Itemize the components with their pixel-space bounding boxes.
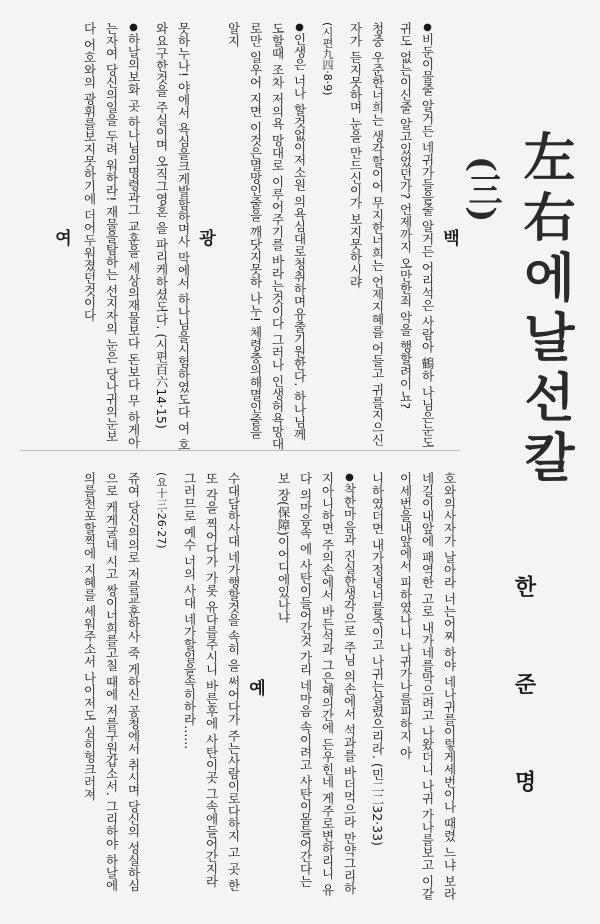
series-number: (三) bbox=[462, 156, 502, 223]
article-body bbox=[20, 22, 460, 902]
paragraph-1: ● 비둔이물줄 알거든 네귀가들을줄 알거든 어리석은 사람아 鶴하 나님은눈도 귀도 없는이신줄 알고있었던가? 언제까지 오만한죄 악을 행할려이뇨? bbox=[394, 22, 438, 452]
section-head-2: 광 bbox=[195, 228, 215, 246]
paragraph-5: ● 하날의보화 곳 하나님의명령과그 교훈을 세상의재물보다 돈보다 무 하게아는자여 당신의일을 두려 워하라! 재물을탐하는 선지자의 눈은 당나귀의눈보다 어호와의 광휘를보지못하기에 더어두워졌던것이다 bbox=[78, 22, 144, 452]
section-head-1: 백 bbox=[439, 228, 459, 246]
reference-2: (요十三·26·27) bbox=[155, 472, 168, 549]
paragraph-9: 수대담하사대 네가행할것을 속히 을 써어다가 주는사람이로다하지 고 곳 한또 각을 찍어다가 가롯 유다를주시니 바른후에 사탄이곳 그속에들어간지라 그러므로 예수 너의 사대 네가할일을속히하라...... bbox=[182, 472, 241, 892]
paragraph-4: 못하누나! 야에서 욕심을크게발함하며사 막에서 하나님을시험하였도다 여 호와요구한것을 주실이며 오직그영혼 을 파리케하셨도다. (시편百六14·15) bbox=[154, 22, 191, 451]
paragraph-6: 호와의사자가 날아라 너는어찌 하야 네나귀를이렇게세번이나 때렸 느냐 보라 네길이내앞에 패역한 고로 내가네를막으려고 나왔더니 나귀 가나를보고 이같이세번을내앞에서 피하였나니 나귀가나를피하지 아 bbox=[398, 472, 457, 900]
paragraph-7: 니하였더면 내가정녕너를죽이고 나귀는살렸으리라. (민二二32·33) bbox=[370, 472, 385, 846]
paragraph-8: ● 착한마음과 진실한생각으로 주님 의손에서 석과를 바더먹으라 만약그리하지아니하면 주의손에서 바든석과 그은혜의간에 든우힌네 게주로변하리니 유다 의마음속 에 사탄이들어간것 가리 네마음 속이려고 사탄이몸들어간다는 보 장(保障)이어디에있나냐 bbox=[272, 472, 360, 902]
section-head-3: 여 bbox=[51, 228, 71, 246]
paragraph-3: ● 인생은 너나 할것없이저소원 의욕심대로청취하며유출기원한다. 하나님께도할때 조차 저의욕 망대로 이루어주기를 바라는것이다 그러나 인생허욕망대로만 일우어 지면 이것은멸망인줄을 깨닷지못하 나누! 체령충의해멸인줄을 알지 bbox=[222, 22, 310, 452]
paragraph-2: 청중 우준한너희는 생각할이어 무지한너희는 언제지혜를 어들고 귀를지으신자가 듣지못하며 눈을 만드신이가 보지못하시랴 bbox=[348, 22, 385, 446]
title-block bbox=[458, 130, 582, 490]
reference-1: (시편九四·8·9) bbox=[321, 22, 334, 96]
page-title: 左右에날선칼 bbox=[514, 130, 575, 490]
section-head-4: 예 bbox=[245, 678, 265, 696]
paragraph-10: 쥬여 당신의의로 저를교훈하사 죽 게하신 공청에서 취시며 당신의 성실하심으로 케게굴네 시고 쌍이너희를고칠 때에 저를구원갑소서. 그리하야 하날에 의를천포할찍에 지혜를 세워주소서 나이저도 심히헝크러져 bbox=[82, 472, 141, 892]
author-name: 한 준 명 bbox=[511, 575, 537, 827]
